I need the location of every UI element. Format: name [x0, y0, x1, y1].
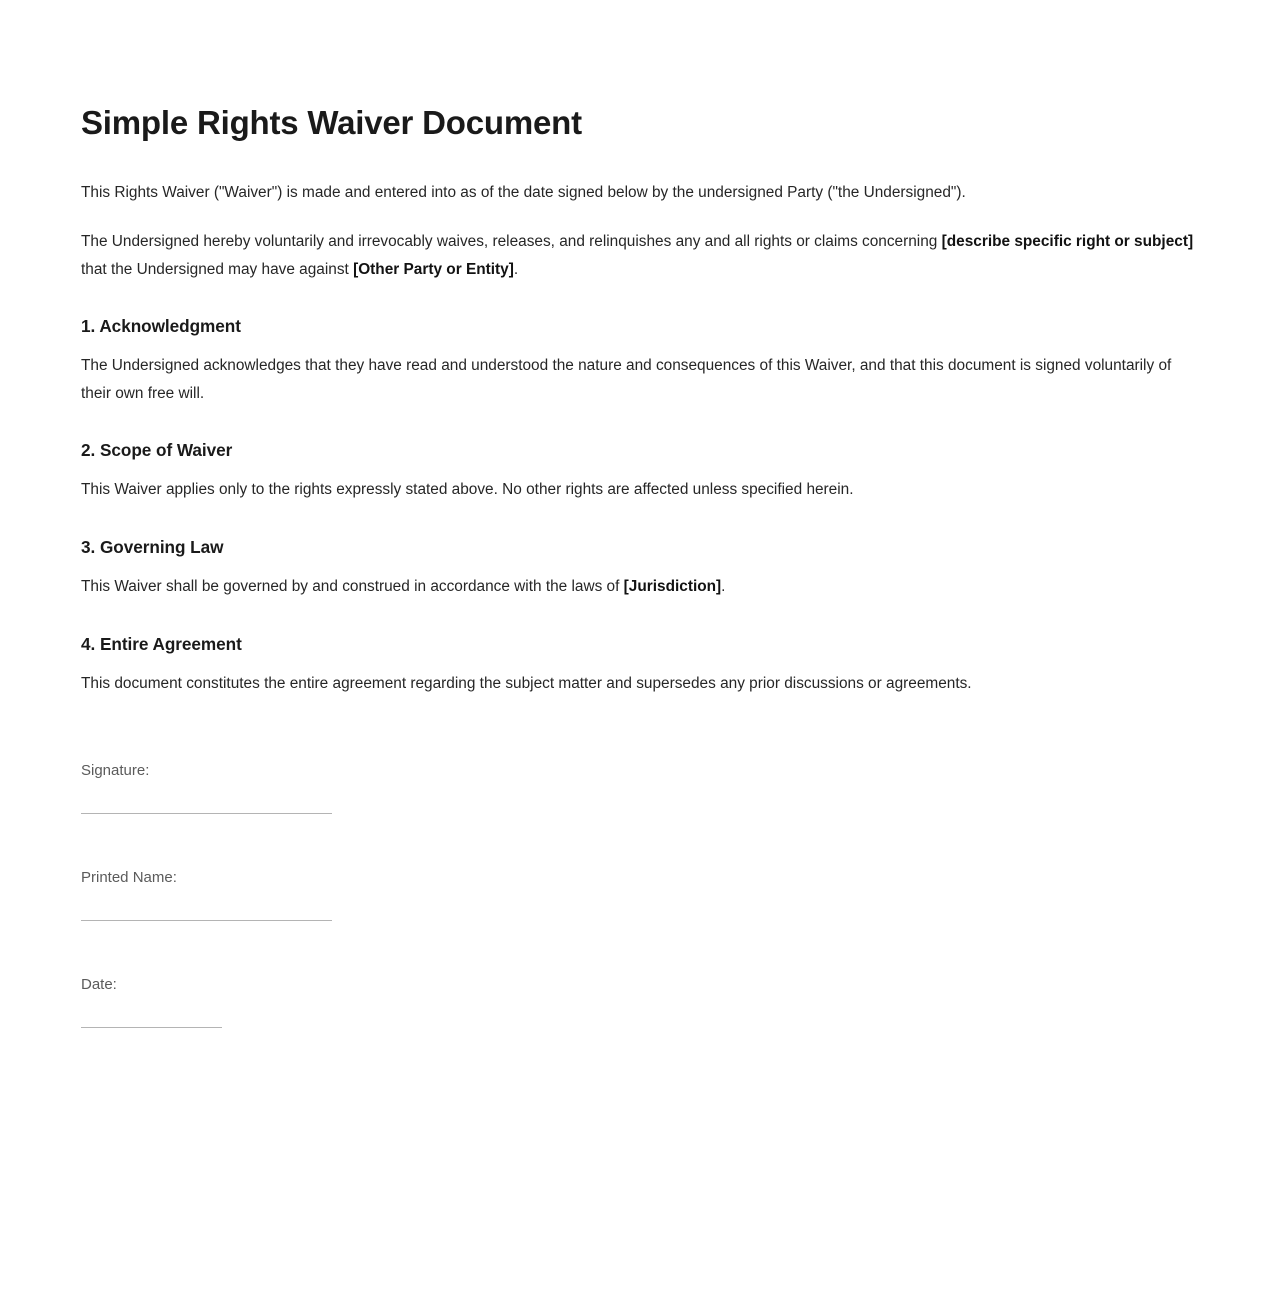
- signature-group-date: [81, 973, 1196, 1028]
- page-title: Simple Rights Waiver Document: [81, 104, 582, 141]
- signature-line-printed-name[interactable]: [81, 920, 332, 921]
- paragraph-intro-2-emphasis-3: [Other Party or Entity]: [353, 260, 514, 278]
- intro-paragraphs: [81, 179, 1196, 283]
- signature-line-date[interactable]: [81, 1027, 222, 1028]
- section-acknowledgment: [81, 315, 1196, 407]
- paragraph-intro-2-emphasis-1: [describe specific right or subject]: [941, 233, 1194, 251]
- section-scope-of-waiver: [81, 439, 1196, 504]
- signature-label-printed-name: Printed Name:: [81, 869, 177, 887]
- paragraph-intro-2-text-0: The Undersigned hereby voluntarily and irrevocably waives, releases, and relinquishes any and all rights or claims concerning: [81, 233, 942, 251]
- section-body-governing-law-text-2: .: [721, 578, 726, 596]
- signature-line-signature[interactable]: [81, 813, 332, 814]
- document-sections: [81, 315, 1196, 697]
- signature-block: [81, 759, 1196, 1028]
- section-body-governing-law-emphasis-1: [Jurisdiction]: [623, 578, 722, 596]
- signature-label-date: Date:: [81, 976, 117, 994]
- section-body-acknowledgment: [81, 352, 1196, 407]
- section-heading-acknowledgment: 1. Acknowledgment: [81, 316, 241, 337]
- section-body-governing-law: [81, 573, 1196, 600]
- section-heading-entire-agreement: 4. Entire Agreement: [81, 633, 242, 654]
- section-entire-agreement: [81, 633, 1196, 698]
- signature-label-signature: Signature:: [81, 762, 150, 780]
- signature-group-printed-name: [81, 866, 1196, 921]
- section-body-entire-agreement: [81, 670, 1196, 697]
- paragraph-intro-1-text-0: This Rights Waiver ("Waiver") is made and entered into as of the date signed below by the undersigned Party ("the Undersigned").: [81, 183, 966, 201]
- paragraph-intro-1: [81, 179, 1196, 206]
- section-body-governing-law-text-0: This Waiver shall be governed by and construed in accordance with the laws of: [81, 578, 624, 596]
- paragraph-intro-2-text-4: .: [513, 260, 519, 278]
- section-body-scope-of-waiver-text-0: This Waiver applies only to the rights expressly stated above. No other rights are affected unless specified herein.: [81, 481, 854, 499]
- section-body-scope-of-waiver: [81, 476, 1196, 503]
- waiver-document: [81, 104, 1196, 1028]
- section-governing-law: [81, 536, 1196, 601]
- section-heading-scope-of-waiver: 2. Scope of Waiver: [81, 440, 233, 461]
- paragraph-intro-2: [81, 228, 1196, 283]
- signature-group-signature: [81, 759, 1196, 814]
- paragraph-intro-2-text-2: that the Undersigned may have against: [81, 260, 354, 278]
- section-body-acknowledgment-text-0: The Undersigned acknowledges that they have read and understood the nature and consequences of this Waiver, and that this document is signed voluntarily of their own free will.: [81, 357, 1172, 402]
- section-heading-governing-law: 3. Governing Law: [81, 536, 224, 557]
- section-body-entire-agreement-text-0: This document constitutes the entire agreement regarding the subject matter and supersedes any prior discussions or agreements.: [81, 674, 972, 692]
